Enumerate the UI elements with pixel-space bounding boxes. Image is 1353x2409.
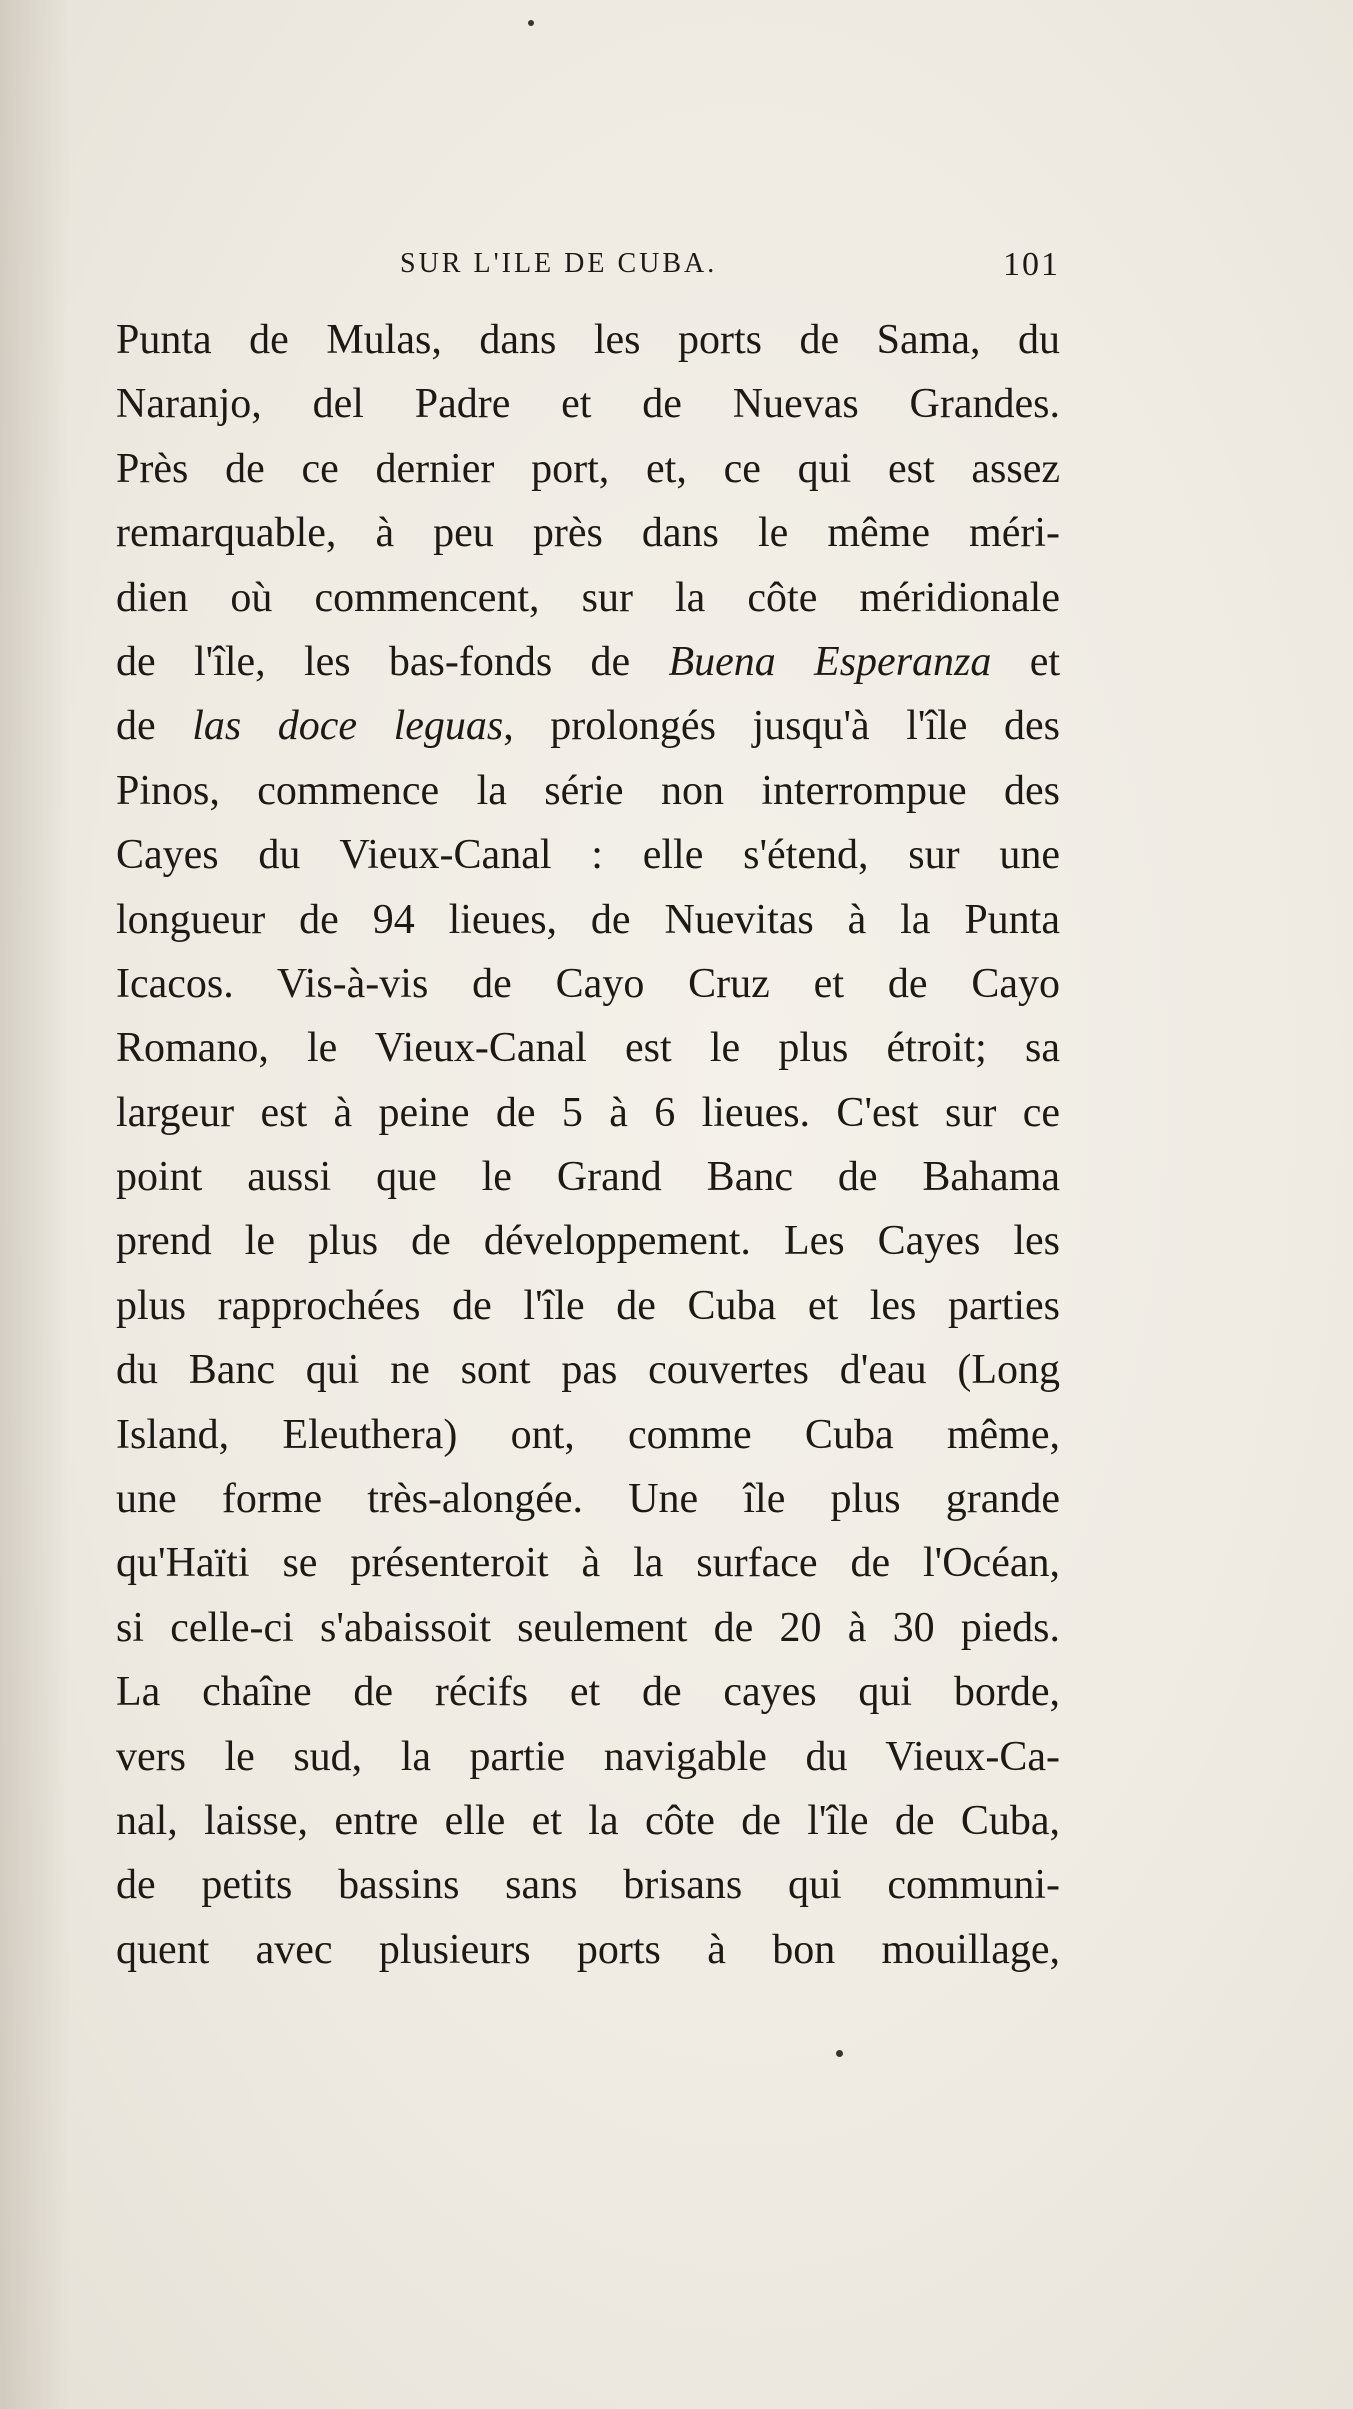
text-segment: de	[116, 703, 193, 750]
text-segment: Naranjo, del Padre et de Nuevas Grandes.	[116, 381, 1060, 428]
text-line	[116, 1145, 1060, 1209]
running-head	[120, 248, 1060, 288]
ink-speck	[836, 2050, 843, 2057]
text-segment: nal, laisse, entre elle et la côte de l'île de Cuba,	[116, 1797, 1060, 1844]
text-segment: , prolongés jusqu'à l'île des	[503, 703, 1060, 750]
ink-speck	[528, 20, 534, 26]
text-segment: et	[991, 638, 1060, 685]
text-segment: de l'île, les bas-fonds de	[116, 638, 669, 685]
running-title: SUR L'ILE DE CUBA.	[400, 248, 718, 279]
text-line	[116, 308, 1060, 372]
text-segment: Island, Eleuthera) ont, comme Cuba même,	[116, 1411, 1060, 1458]
text-line	[116, 1918, 1060, 1982]
text-line	[116, 630, 1060, 694]
text-line	[116, 823, 1060, 887]
text-segment: du Banc qui ne sont pas couvertes d'eau (Long	[116, 1347, 1060, 1394]
text-line	[116, 1725, 1060, 1789]
text-line	[116, 1789, 1060, 1853]
text-line	[116, 1660, 1060, 1724]
text-segment: de petits bassins sans brisans qui communi-	[116, 1862, 1060, 1909]
text-line	[116, 1338, 1060, 1402]
text-segment: Près de ce dernier port, et, ce qui est assez	[116, 445, 1060, 492]
text-segment: si celle-ci s'abaissoit seulement de 20 à 30 pieds.	[116, 1604, 1060, 1651]
text-segment: quent avec plusieurs ports à bon mouillage,	[116, 1926, 1060, 1973]
text-line	[116, 1853, 1060, 1917]
text-segment: Romano, le Vieux-Canal est le plus étroit; sa	[116, 1025, 1060, 1072]
text-segment: vers le sud, la partie navigable du Vieux-Ca-	[116, 1733, 1060, 1780]
text-line	[116, 759, 1060, 823]
body-text	[116, 308, 1060, 1982]
text-segment: point aussi que le Grand Banc de Bahama	[116, 1154, 1060, 1201]
text-line	[116, 1081, 1060, 1145]
text-line	[116, 1209, 1060, 1273]
text-segment: La chaîne de récifs et de cayes qui borde,	[116, 1669, 1060, 1716]
text-line	[116, 1016, 1060, 1080]
text-line	[116, 437, 1060, 501]
page-number: 101	[1003, 246, 1060, 283]
text-segment: Cayes du Vieux-Canal : elle s'étend, sur une	[116, 832, 1060, 879]
text-segment: prend le plus de développement. Les Cayes les	[116, 1218, 1060, 1265]
text-line	[116, 888, 1060, 952]
text-line	[116, 1531, 1060, 1595]
text-line	[116, 566, 1060, 630]
text-segment: largeur est à peine de 5 à 6 lieues. C'est sur ce	[116, 1089, 1060, 1136]
text-line	[116, 1467, 1060, 1531]
italic-segment: las doce leguas	[192, 703, 504, 750]
text-segment: une forme très-alongée. Une île plus grande	[116, 1476, 1060, 1523]
text-line	[116, 1274, 1060, 1338]
text-segment: Punta de Mulas, dans les ports de Sama, du	[116, 317, 1060, 363]
text-line	[116, 372, 1060, 436]
text-segment: Icacos. Vis-à-vis de Cayo Cruz et de Cayo	[116, 960, 1060, 1007]
text-line	[116, 952, 1060, 1016]
text-segment: remarquable, à peu près dans le même méri-	[116, 510, 1060, 557]
text-line	[116, 1403, 1060, 1467]
text-line	[116, 501, 1060, 565]
text-segment: plus rapprochées de l'île de Cuba et les parties	[116, 1282, 1060, 1329]
italic-segment: Buena Esperanza	[668, 638, 992, 685]
text-segment: qu'Haïti se présenteroit à la surface de l'Océan,	[116, 1540, 1060, 1587]
text-line	[116, 1596, 1060, 1660]
text-segment: dien où commencent, sur la côte méridionale	[116, 574, 1060, 621]
text-line	[116, 694, 1060, 758]
text-segment: longueur de 94 lieues, de Nuevitas à la Punta	[116, 896, 1060, 943]
text-segment: Pinos, commence la série non interrompue des	[116, 767, 1060, 814]
